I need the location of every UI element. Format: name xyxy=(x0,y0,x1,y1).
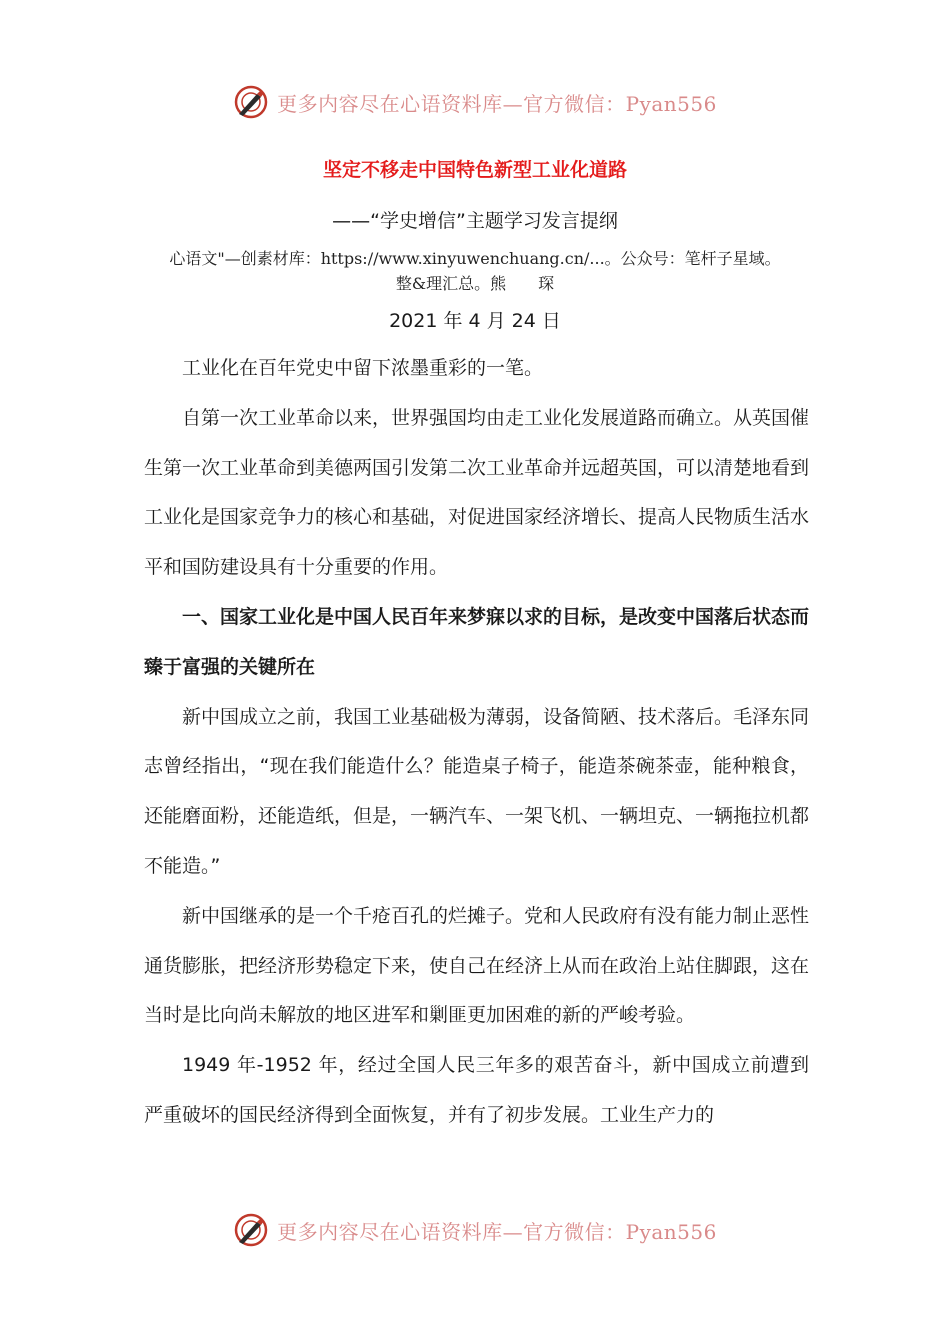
paragraph: 新中国成立之前，我国工业基础极为薄弱，设备简陋、技术落后。毛泽东同志曾经指出，“现在我们能造什么？能造桌子椅子，能造茶碗茶壶，能种粮食，还能磨面粉，还能造纸，但是，一辆汽车、一架飞机、一辆坦克、一辆拖拉机都不能造。” xyxy=(144,705,810,877)
paragraph: 新中国继承的是一个千疮百孔的烂摊子。党和人民政府有没有能力制止恶性通货膨胀，把经济形势稳定下来，使自己在经济上从而在政治上站住脚跟，这在当时是比向尚未解放的地区进军和剿匪更加困难的新的严峻考验。 xyxy=(144,904,810,1027)
document-date: 2021 年 4 月 24 日 xyxy=(389,310,561,332)
document-body xyxy=(144,344,809,1141)
document-subtitle: ——“学史增信”主题学习发言提纲 xyxy=(332,210,618,232)
source-line-author: 整&理汇总。熊 琛 xyxy=(395,274,555,293)
source-line: 心语文"—创素材库：https://www.xinyuwenchuang.cn/...。公众号：笔杆子星域。 xyxy=(169,249,781,268)
document-title: 坚定不移走中国特色新型工业化道路 xyxy=(322,159,627,181)
paragraph: 工业化在百年党史中留下浓墨重彩的一笔。 xyxy=(182,357,544,379)
banner-text: 更多内容尽在心语资料库—官方微信：Pyan556 xyxy=(277,91,717,116)
paragraph: 自第一次工业革命以来，世界强国均由走工业化发展道路而确立。从英国催生第一次工业革命到美德两国引发第二次工业革命并远超英国，可以清楚地看到工业化是国家竞争力的核心和基础，对促进国家经济增长、提高人民物质生活水平和国防建设具有十分重要的作用。 xyxy=(144,406,810,579)
header-banner xyxy=(0,82,950,122)
paragraph: 1949 年-1952 年，经过全国人民三年多的艰苦奋斗，新中国成立前遭到严重破坏的国民经济得到全面恢复，并有了初步发展。工业生产力的 xyxy=(144,1054,809,1126)
footer-banner xyxy=(0,1210,950,1250)
section-heading: 一、国家工业化是中国人民百年来梦寐以求的目标，是改变中国落后状态而臻于富强的关键所在 xyxy=(144,605,810,678)
pen-circle-logo-icon xyxy=(233,84,269,120)
pen-circle-logo-icon xyxy=(233,1212,269,1248)
banner-text: 更多内容尽在心语资料库—官方微信：Pyan556 xyxy=(277,1219,717,1244)
